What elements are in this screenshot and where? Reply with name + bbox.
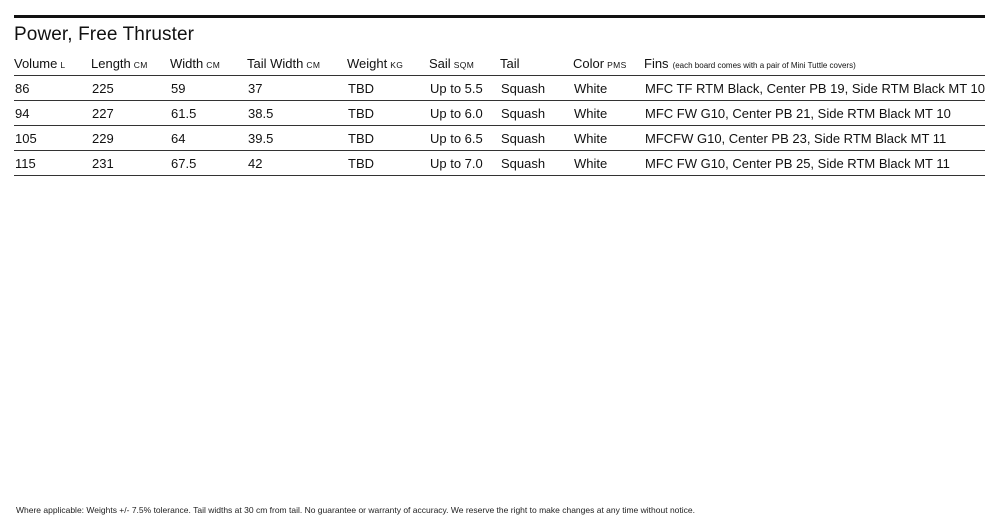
cell-volume: 86 bbox=[14, 76, 91, 101]
cell-fins: MFC FW G10, Center PB 25, Side RTM Black MT 11 bbox=[644, 151, 985, 176]
cell-color: White bbox=[573, 101, 644, 126]
column-header-tail-width: Tail Width CM bbox=[247, 51, 347, 76]
cell-weight: TBD bbox=[347, 151, 429, 176]
header-row bbox=[14, 51, 985, 76]
column-header-length: Length CM bbox=[91, 51, 170, 76]
cell-length: 231 bbox=[91, 151, 170, 176]
cell-tail: Squash bbox=[500, 151, 573, 176]
cell-length: 227 bbox=[91, 101, 170, 126]
cell-weight: TBD bbox=[347, 76, 429, 101]
cell-width: 59 bbox=[170, 76, 247, 101]
cell-fins: MFC TF RTM Black, Center PB 19, Side RTM Black MT 10 bbox=[644, 76, 985, 101]
cell-color: White bbox=[573, 126, 644, 151]
specs-table bbox=[14, 51, 985, 176]
cell-tail: Squash bbox=[500, 76, 573, 101]
table-row bbox=[14, 101, 985, 126]
table-row bbox=[14, 151, 985, 176]
page-title: Power, Free Thruster bbox=[14, 24, 195, 45]
unit-label: L bbox=[60, 59, 66, 70]
column-header-fins: Fins (each board comes with a pair of Mini Tuttle covers) bbox=[644, 51, 985, 76]
cell-volume: 105 bbox=[14, 126, 91, 151]
unit-label: CM bbox=[306, 59, 321, 70]
table-row bbox=[14, 76, 985, 101]
unit-label: CM bbox=[133, 59, 148, 70]
column-header-width: Width CM bbox=[170, 51, 247, 76]
cell-length: 229 bbox=[91, 126, 170, 151]
cell-tail-width: 39.5 bbox=[247, 126, 347, 151]
cell-tail-width: 42 bbox=[247, 151, 347, 176]
table-row bbox=[14, 126, 985, 151]
column-header-color: Color PMS bbox=[573, 51, 644, 76]
cell-tail-width: 37 bbox=[247, 76, 347, 101]
cell-width: 61.5 bbox=[170, 101, 247, 126]
unit-label: PMS bbox=[607, 59, 627, 70]
cell-color: White bbox=[573, 76, 644, 101]
cell-width: 67.5 bbox=[170, 151, 247, 176]
column-header-sail: Sail SQM bbox=[429, 51, 500, 76]
cell-weight: TBD bbox=[347, 101, 429, 126]
footnote: Where applicable: Weights +/- 7.5% tolerance. Tail widths at 30 cm from tail. No guarantee or warranty of accuracy. We reserve the right to make changes at any time without notice. bbox=[16, 505, 695, 515]
cell-sail: Up to 6.0 bbox=[429, 101, 500, 126]
cell-tail: Squash bbox=[500, 126, 573, 151]
unit-label: SQM bbox=[453, 59, 475, 70]
cell-color: White bbox=[573, 151, 644, 176]
cell-tail-width: 38.5 bbox=[247, 101, 347, 126]
column-header-tail: Tail bbox=[500, 51, 573, 76]
cell-tail: Squash bbox=[500, 101, 573, 126]
cell-volume: 94 bbox=[14, 101, 91, 126]
cell-volume: 115 bbox=[14, 151, 91, 176]
cell-fins: MFCFW G10, Center PB 23, Side RTM Black MT 11 bbox=[644, 126, 985, 151]
fins-note: (each board comes with a pair of Mini Tuttle covers) bbox=[672, 60, 856, 70]
cell-sail: Up to 5.5 bbox=[429, 76, 500, 101]
unit-label: KG bbox=[390, 59, 404, 70]
cell-sail: Up to 6.5 bbox=[429, 126, 500, 151]
column-header-weight: Weight KG bbox=[347, 51, 429, 76]
cell-weight: TBD bbox=[347, 126, 429, 151]
cell-length: 225 bbox=[91, 76, 170, 101]
unit-label: CM bbox=[206, 59, 221, 70]
top-rule bbox=[14, 15, 985, 18]
cell-width: 64 bbox=[170, 126, 247, 151]
cell-fins: MFC FW G10, Center PB 21, Side RTM Black MT 10 bbox=[644, 101, 985, 126]
cell-sail: Up to 7.0 bbox=[429, 151, 500, 176]
column-header-volume: Volume L bbox=[14, 51, 91, 76]
